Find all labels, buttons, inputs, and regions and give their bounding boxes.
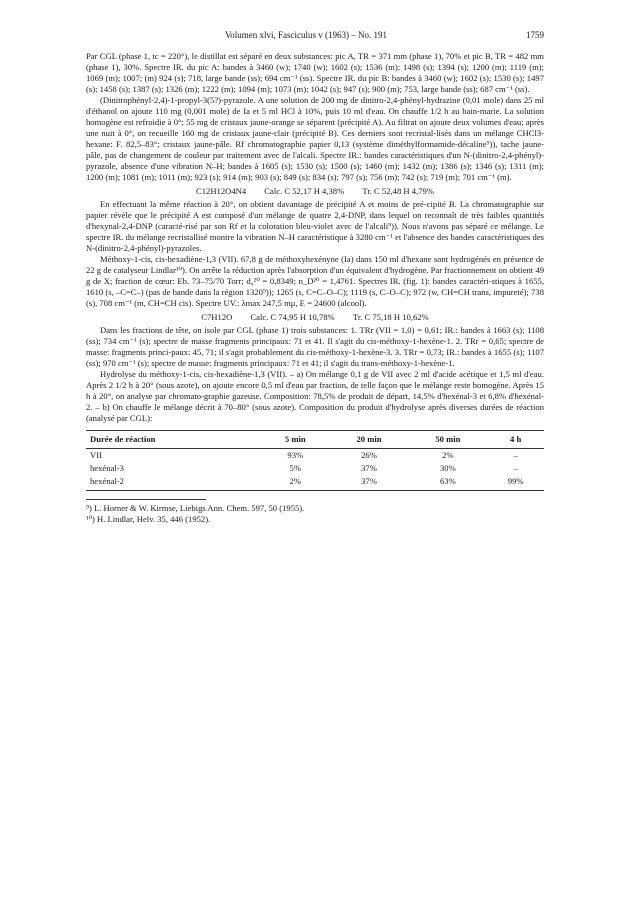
- table-cell: 2%: [261, 475, 330, 491]
- table-header-row: [86, 431, 544, 449]
- table-row: [86, 449, 544, 463]
- table-cell: 30%: [439, 463, 456, 473]
- paragraph: En effectuant la même réaction à 20°, on obtient davantage de précipité A et moins de pré-cipité B. La chromatographie sur papier révèle que le précipité A est composé d'un mélange de quatre 2,4-DNP, dans lequel on reconnaît de très faibles quantités d'hexynal-2,4-DNP (caracté-risé par son Rf et la coloration bleu-violet avec de l'alcali⁹)). Nous n'avons pas séparé ce mélange. Le spectre IR. du mélange recristallisé montre la vibration N–H caractéristique à 3280 cm⁻¹ et l'absence des bandes caractéristiques des N-(dinitro-2,4-phényl)-pyrazoles.: [86, 199, 544, 253]
- elemental-analysis: [86, 312, 544, 323]
- table-cell: 63%: [408, 475, 487, 491]
- column-header: 4 h: [487, 431, 544, 449]
- column-header: 50 min: [408, 431, 487, 449]
- formula-found: Tr. C 75,18 H 10,62%: [352, 312, 429, 322]
- table-row: [86, 462, 544, 475]
- table-cell: 5%: [289, 463, 301, 473]
- footnote-divider: [86, 499, 206, 500]
- formula-calc: Calc. C 52,17 H 4,38%: [264, 186, 345, 196]
- paragraph: Méthoxy-1-cis, cis-hexadiène-1,3 (VII). 67,8 g de méthoxyhexényne (Ia) dans 150 ml d'hexane sont hydrogénés en présence de 22 g de catalyseur Lindlar¹⁰). On arrête la réduction après l'absorption d'un équivalent d'hydrogène. Par fractionnement on obtient 49 g de X; fraction de cœur: Eb. 73–75/70 Torr; d₄²⁰ = 0,8349; n_D²⁰ = 1,4761. Spectres IR. (fig. 1): bandes caractéri-stiques à 1655, 1610 (s, –C=C–) (pas de bande dans la région 1320⁹)); 1265 (s, C=C–O–C); 1119 (s, C–O–C); 972 (w, CH=CH trans, impureté); 738 (s), 708 cm⁻¹ (m, CH=CH cis). Spectre UV.: λmax 247,5 mμ, E = 24600 (alcool).: [86, 254, 544, 308]
- paragraph: Hydrolyse du méthoxy-1-cis, cis-hexadiène-1,3 (VII). – a) On mélange 0,1 g de VII avec 2 ml d'acide acétique et 1,5 ml d'eau. Après 2 1/2 h à 20° (sous azote), on ajoute encore 0,5 ml d'eau par fraction, de telle façon que le mélange reste homogène. Après 15 h à 20°, on analyse par chromato-graphie gazeuse. Composition: 78,5% de produit de départ, 14,5% d'hexénal-3 et 6,8% d'hexénal-2. – b) On chauffe le mélange décrit à 70–80° (sous azote). Composition du produit d'hydrolyse après diverses durées de réaction (analysé par CGL):: [86, 369, 544, 423]
- page-number: 1759: [526, 30, 544, 40]
- footnote: ⁹) L. Horner & W. Kirmse, Liebigs Ann. Chem. 597, 50 (1955).: [86, 503, 305, 513]
- table-cell: –: [513, 450, 518, 460]
- column-header: Durée de réaction: [86, 431, 261, 449]
- column-header: 5 min: [261, 431, 330, 449]
- footnote: ¹⁰) H. Lindlar, Helv. 35, 446 (1952).: [86, 514, 211, 524]
- table-cell: 99%: [487, 475, 544, 491]
- table-cell: hexénal-2: [86, 475, 261, 491]
- table-row: [86, 475, 544, 491]
- table-cell: 37%: [361, 463, 377, 473]
- table-cell: –: [513, 463, 518, 473]
- results-table: [86, 430, 544, 491]
- column-header: 20 min: [330, 431, 409, 449]
- table-cell: 93%: [287, 450, 304, 460]
- table-cell: 2%: [442, 450, 454, 460]
- table-cell: 37%: [330, 475, 409, 491]
- formula-compound: C7H12O: [201, 312, 233, 322]
- formula-compound: C12H12O4N4: [196, 186, 247, 196]
- table-cell: VII: [90, 450, 102, 460]
- table-cell: 26%: [361, 450, 377, 460]
- running-header: [86, 30, 544, 41]
- elemental-analysis: [86, 186, 544, 197]
- formula-found: Tr. C 52,48 H 4,79%: [362, 186, 434, 196]
- table-cell: hexénal-3: [90, 463, 124, 473]
- journal-citation: Volumen xlvi, Fasciculus v (1963) – No. 191: [224, 30, 388, 40]
- formula-calc: Calc. C 74,95 H 10,78%: [250, 312, 335, 322]
- paragraph: (Dinitrophényl-2,4)-1-propyl-3(5?)-pyrazole. A une solution de 200 mg de dinitro-2,4-phényl-hydrazine (0,01 mole) dans 25 ml d'éthanol on ajoute 110 mg (0,001 mole) de Ia et 5 ml HCl à 10%, puis 10 ml d'eau. On chauffe 1/2 h au bain-marie. La solution homogène est refroidie à 0°; 55 mg de cristaux jaune-orange se séparent (précipité A). Au filtrat on ajoute deux volumes d'eau; après une nuit à 0°, on recueille 160 mg de cristaux jaune-clair (précipité B). Ces derniers sont recristal-lisés dans un mélange CHCl3-hexane: F. 82,5–83°; cristaux jaune-pâle. Rf chromatographie papier 0,13 (système diméthylformamide-décaline⁹)), tache jaune-pâle, pas de changement de couleur par traitement avec de l'alcali. Spectre IR.: bandes caractéristiques d'un N-(dinitro-2,4-phényl)-pyrazole, absence d'une vibration N–H; bandes à 1605 (s); 1530 (s); 1500 (s); 1460 (m); 1432 (m); 1386 (s); 1346 (s); 1311 (m); 1200 (m); 1081 (m); 1011 (m); 923 (s); 914 (m); 903 (s); 849 (s); 834 (s); 797 (s); 756 (m); 742 (s); 719 (m); 701 cm⁻¹ (m).: [86, 95, 544, 182]
- paragraph: Dans les fractions de tête, on isole par CGL (phase 1) trois substances: 1. TRr (VII = 1,0) = 0,61; IR.: bandes à 1663 (s); 1108 (ss); 734 cm⁻¹ (s); spectre de masse fragments principaux: 71 et 41. Il s'agit du cis-méthoxy-1-hexène-1. 2. TRr = 0,65; spectre de masse: fragments princi-paux: 45, 71; il s'agit probablement du cis-méthoxy-1-hexène-3. 3. TRr = 0,73; IR.: bandes à 1655 (s); 1107 (ss); 970 cm⁻¹ (s); spectre de masse: fragments principaux: 71 et 41; il s'agit du trans-méthoxy-1-hexène-1.: [86, 325, 544, 368]
- paragraph: Par CGL (phase 1, tc = 220°), le distillat est séparé en deux substances: pic A, TR = 371 mm (phase 1), 70% et pic B, TR = 482 mm (phase 1), 30%. Spectre IR. du pic A: bandes à 3460 (w); 1740 (w); 1602 (s); 1536 (m); 1498 (s); 1394 (s); 1200 (m); 1119 (m); 1069 (m); 1007; (m) 924 (s); 718, large bande (ss); 694 cm⁻¹ (ss). Spectre IR. du pic B: bandes à 3460 (w); 1602 (s); 1530 (s); 1497 (s); 1458 (s); 1387 (s); 1326 (m); 1222 (m); 1094 (m); 1073 (m); 1042 (s); 947 (s); 900 (m); 753, large bande (ss); 687 cm⁻¹ (ss).: [86, 51, 544, 94]
